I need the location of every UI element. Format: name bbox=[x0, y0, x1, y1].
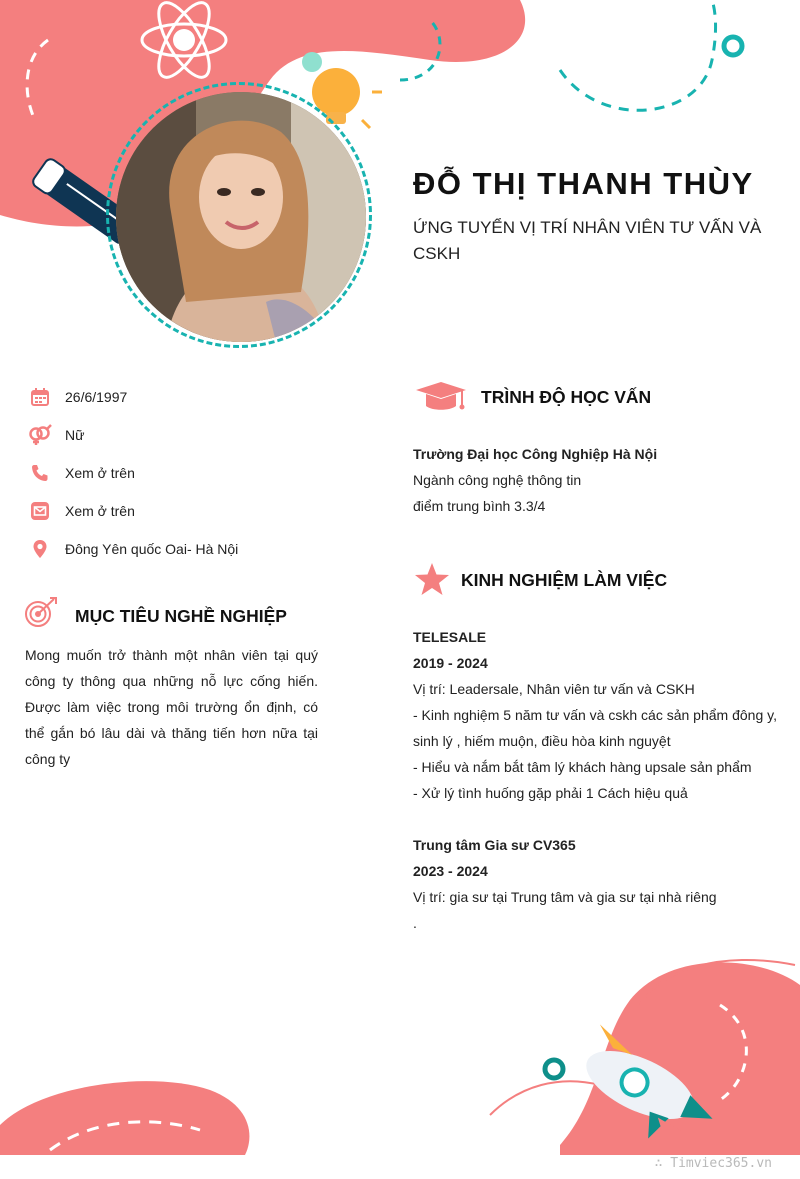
address-text: Đông Yên quốc Oai- Hà Nội bbox=[65, 541, 239, 557]
star-icon bbox=[414, 562, 450, 596]
job-line: Vị trí: Leadersale, Nhân viên tư vấn và CSKH bbox=[413, 681, 695, 697]
job-company: Trung tâm Gia sư CV365 bbox=[413, 837, 576, 853]
education-section bbox=[413, 441, 783, 519]
education-title: TRÌNH ĐỘ HỌC VẤN bbox=[481, 387, 652, 407]
job-line: . bbox=[413, 915, 417, 931]
job-line: - Xử lý tình huống gặp phải 1 Cách hiệu quả bbox=[413, 785, 688, 801]
spacer bbox=[413, 806, 783, 832]
avatar bbox=[116, 92, 366, 342]
contact-phone bbox=[28, 461, 135, 485]
objective-title: MỤC TIÊU NGHỀ NGHIỆP bbox=[75, 606, 287, 626]
phone-text: Xem ở trên bbox=[65, 465, 135, 481]
job-line: - Kinh nghiệm 5 năm tư vấn và cskh các sản phẩm đông y, sinh lý , hiếm muộn, điều hòa kinh nguyệt bbox=[413, 707, 777, 749]
job-line: - Hiểu và nắm bắt tâm lý khách hàng upsale sản phẩm bbox=[413, 759, 752, 775]
contact-gender bbox=[28, 423, 84, 447]
watermark-text: ∴ Timviec365.vn bbox=[654, 1156, 772, 1171]
contact-birthday bbox=[28, 385, 127, 409]
job-company: TELESALE bbox=[413, 629, 487, 645]
experience-section bbox=[413, 624, 783, 936]
calendar-icon bbox=[28, 385, 52, 409]
job-period: 2023 - 2024 bbox=[413, 863, 488, 879]
contact-address bbox=[28, 537, 238, 561]
gender-text: Nữ bbox=[65, 427, 85, 443]
avatar-portrait bbox=[116, 92, 366, 342]
phone-icon bbox=[28, 461, 52, 485]
target-icon bbox=[24, 596, 58, 630]
school-name: Trường Đại học Công Nghiệp Hà Nội bbox=[413, 446, 658, 462]
objective-text: Mong muốn trở thành một nhân viên tại quý công ty thông qua những nỗ lực cống hiến. Được làm việc trong môi trường ổn định, có thể gắn bó lâu dài và thăng tiến hơn nữa tại công ty bbox=[25, 647, 318, 767]
major-text: Ngành công nghệ thông tin bbox=[413, 472, 582, 488]
birthday-text: 26/6/1997 bbox=[65, 389, 128, 405]
dashed-curve-top-right bbox=[560, 0, 716, 110]
applied-position: ỨNG TUYỂN VỊ TRÍ NHÂN VIÊN TƯ VẤN VÀ CSKH bbox=[413, 218, 762, 263]
email-icon bbox=[28, 499, 52, 523]
teal-ring-icon bbox=[724, 37, 742, 55]
job-line: Vị trí: gia sư tại Trung tâm và gia sư tại nhà riêng bbox=[413, 889, 717, 905]
experience-title: KINH NGHIỆM LÀM VIỆC bbox=[461, 570, 668, 590]
graduation-cap-icon bbox=[414, 380, 468, 414]
contact-email bbox=[28, 499, 135, 523]
bottom-left-coral-blob bbox=[0, 1081, 249, 1155]
gender-icon bbox=[28, 423, 52, 447]
candidate-name: ĐỖ THỊ THANH THÙY bbox=[413, 166, 754, 201]
teal-ring-bottom bbox=[545, 1060, 563, 1078]
location-pin-icon bbox=[28, 537, 52, 561]
email-text: Xem ở trên bbox=[65, 503, 135, 519]
job-period: 2019 - 2024 bbox=[413, 655, 488, 671]
gpa-text: điểm trung bình 3.3/4 bbox=[413, 498, 546, 514]
